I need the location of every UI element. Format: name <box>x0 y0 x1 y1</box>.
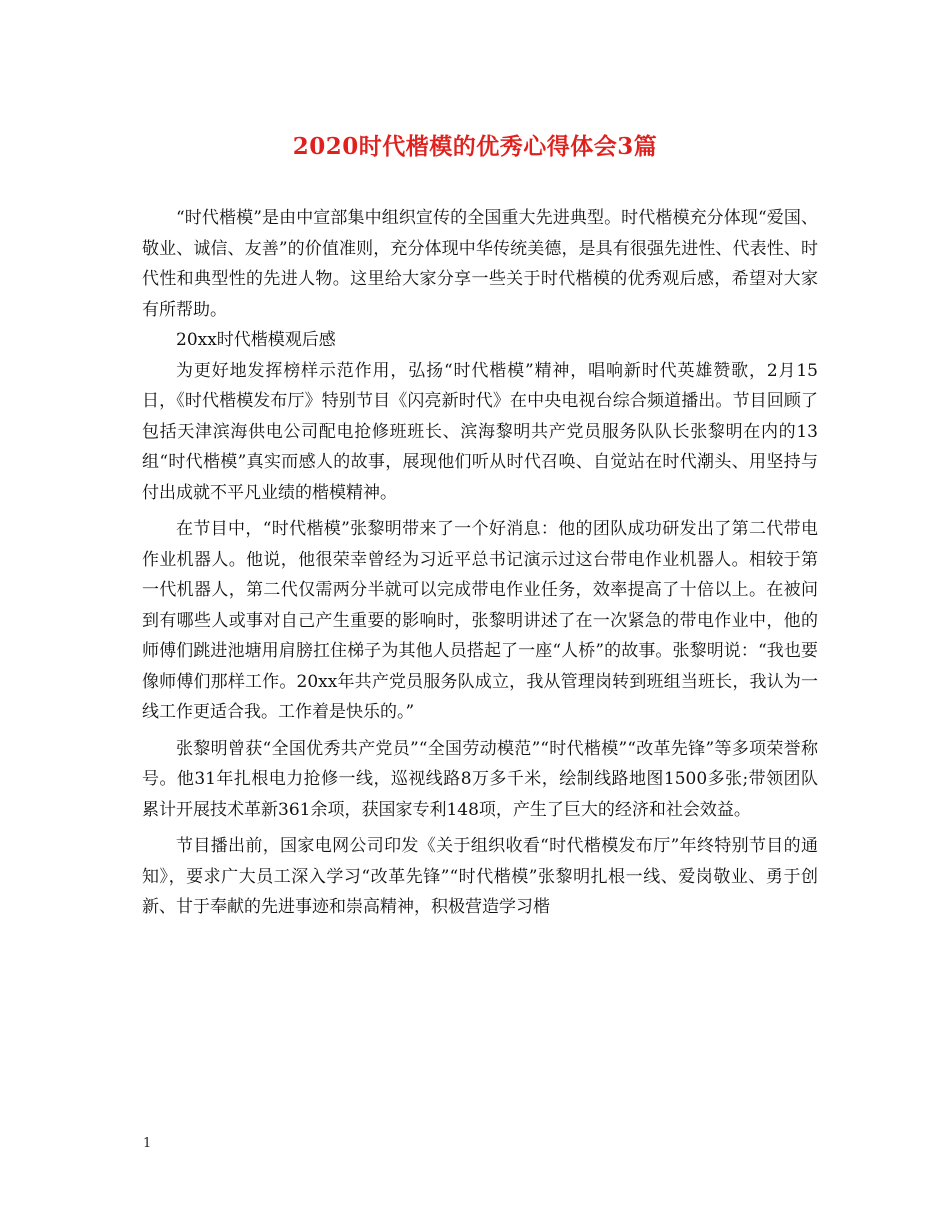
page-number: 1 <box>143 1136 152 1151</box>
paragraph-robot: 在节目中，“时代楷模”张黎明带来了一个好消息：他的团队成功研发出了第二代带电作业机器人。他说，他很荣幸曾经为习近平总书记演示过这台带电作业机器人。相较于第一代机器人，第二代仅需两分半就可以完成带电作业任务，效率提高了十倍以上。在被问到有哪些人或事对自己产生重要的影响时，张黎明讲述了在一次紧急的带电作业中，他的师傅们跳进池塘用肩膀扛住梯子为其他人员搭起了一座“人桥”的故事。张黎明说：“我也要像师傅们那样工作。20xx年共产党员服务队成立，我从管理岗转到班组当班长，我认为一线工作更适合我。工作着是快乐的。” <box>142 519 818 722</box>
document-body <box>142 203 818 923</box>
paragraph-honors: 张黎明曾获“全国优秀共产党员”“全国劳动模范”“时代楷模”“改革先锋”等多项荣誉称号。他31年扎根电力抢修一线，巡视线路8万多千米，绘制线路地图1500多张;带领团队累计开展技术革新361余项，获国家专利148项，产生了巨大的经济和社会效益。 <box>142 738 818 820</box>
section-heading: 20xx时代楷模观后感 <box>176 330 336 350</box>
paragraph-intro: “时代楷模”是由中宣部集中组织宣传的全国重大先进典型。时代楷模充分体现“爱国、敬业、诚信、友善”的价值准则，充分体现中华传统美德，是具有很强先进性、代表性、时代性和典型性的先进人物。这里给大家分享一些关于时代楷模的优秀观后感，希望对大家有所帮助。 <box>142 208 818 320</box>
paragraph-notice: 节目播出前，国家电网公司印发《关于组织收看“时代楷模发布厅”年终特别节目的通知》，要求广大员工深入学习“改革先锋”“时代楷模”张黎明扎根一线、爱岗敬业、勇于创新、甘于奉献的先进事迹和崇高精神，积极营造学习楷 <box>142 836 818 917</box>
page-title: 2020时代楷模的优秀心得体会3篇 <box>292 133 658 160</box>
paragraph-broadcast: 为更好地发挥榜样示范作用，弘扬“时代楷模”精神，唱响新时代英雄赞歌，2月15日，《时代楷模发布厅》特别节目《闪亮新时代》在中央电视台综合频道播出。节目回顾了包括天津滨海供电公司配电抢修班班长、滨海黎明共产党员服务队队长张黎明在内的13组“时代楷模”真实而感人的故事，展现他们听从时代召唤、自觉站在时代潮头、用坚持与付出成就不平凡业绩的楷模精神。 <box>142 360 818 503</box>
